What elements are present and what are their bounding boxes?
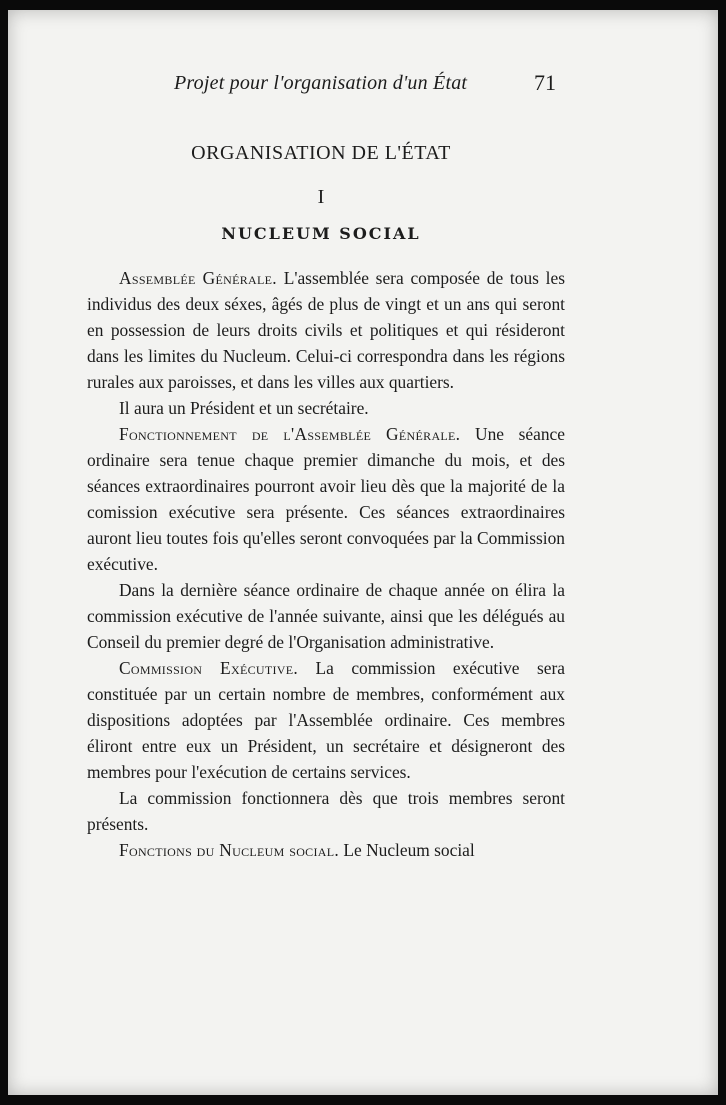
running-title: Projet pour l'organisation d'un État (174, 72, 468, 94)
paragraph-president (87, 395, 565, 421)
paragraph-fonctionnement (87, 421, 565, 577)
chapter-title: ORGANISATION DE L'ÉTAT (191, 142, 451, 164)
paragraph-heading: Commission Exécutive. (119, 658, 299, 678)
paragraph-fonctions-nucleum (87, 837, 565, 863)
paragraph-text: Le Nucleum social (339, 840, 475, 860)
paragraph-heading: Fonctionnement de l'Assemblée Générale. (119, 424, 461, 444)
paragraph-derniere-seance (87, 577, 565, 655)
paragraph-text: Une séance ordinaire sera tenue chaque premier dimanche du mois, et des séances extraordinaires pourront avoir lieu dès que la majorité de la comission exécutive sera présente. Ces séances extraordinaires auront lieu toutes fois qu'elles seront convoquées par la Commission exécutive. (87, 424, 565, 574)
section-number: I (317, 186, 325, 208)
book-page (8, 10, 718, 1095)
paragraph-commission-executive (87, 655, 565, 785)
running-head (8, 70, 718, 100)
paragraph-text: L'assemblée sera composée de tous les individus des deux séxes, âgés de plus de vingt et un ans qui seront en possession de leurs droits civils et politiques et qui résideront dans les limites du Nucleum. Celui-ci correspondra dans les régions rurales aux paroisses, et dans les villes aux quartiers. (87, 268, 565, 392)
paragraph-text: Il aura un Président et un secrétaire. (119, 398, 369, 418)
paragraph-assemblee-generale (87, 265, 565, 395)
paragraph-text: Dans la dernière séance ordinaire de chaque année on élira la commission exécutive de l'année suivante, ainsi que les délégués au Conseil du premier degré de l'Organisation administrative. (87, 580, 565, 652)
paragraph-text: La commission fonctionnera dès que trois membres seront présents. (87, 788, 565, 834)
paragraph-heading: Assemblée Générale. (119, 268, 277, 288)
paragraph-heading: Fonctions du Nucleum social. (119, 840, 340, 860)
body-text (87, 265, 565, 863)
section-title: NUCLEUM SOCIAL (221, 224, 421, 243)
page-number: 71 (534, 70, 556, 95)
paragraph-commission-fonctionnera (87, 785, 565, 837)
paragraph-text: La commission exécutive sera constituée par un certain nombre de membres, conformément aux dispositions adoptées par l'Assemblée ordinaire. Ces membres éliront entre eux un Président, un secrétaire et désigneront des membres pour l'exécution de certains services. (87, 658, 565, 782)
